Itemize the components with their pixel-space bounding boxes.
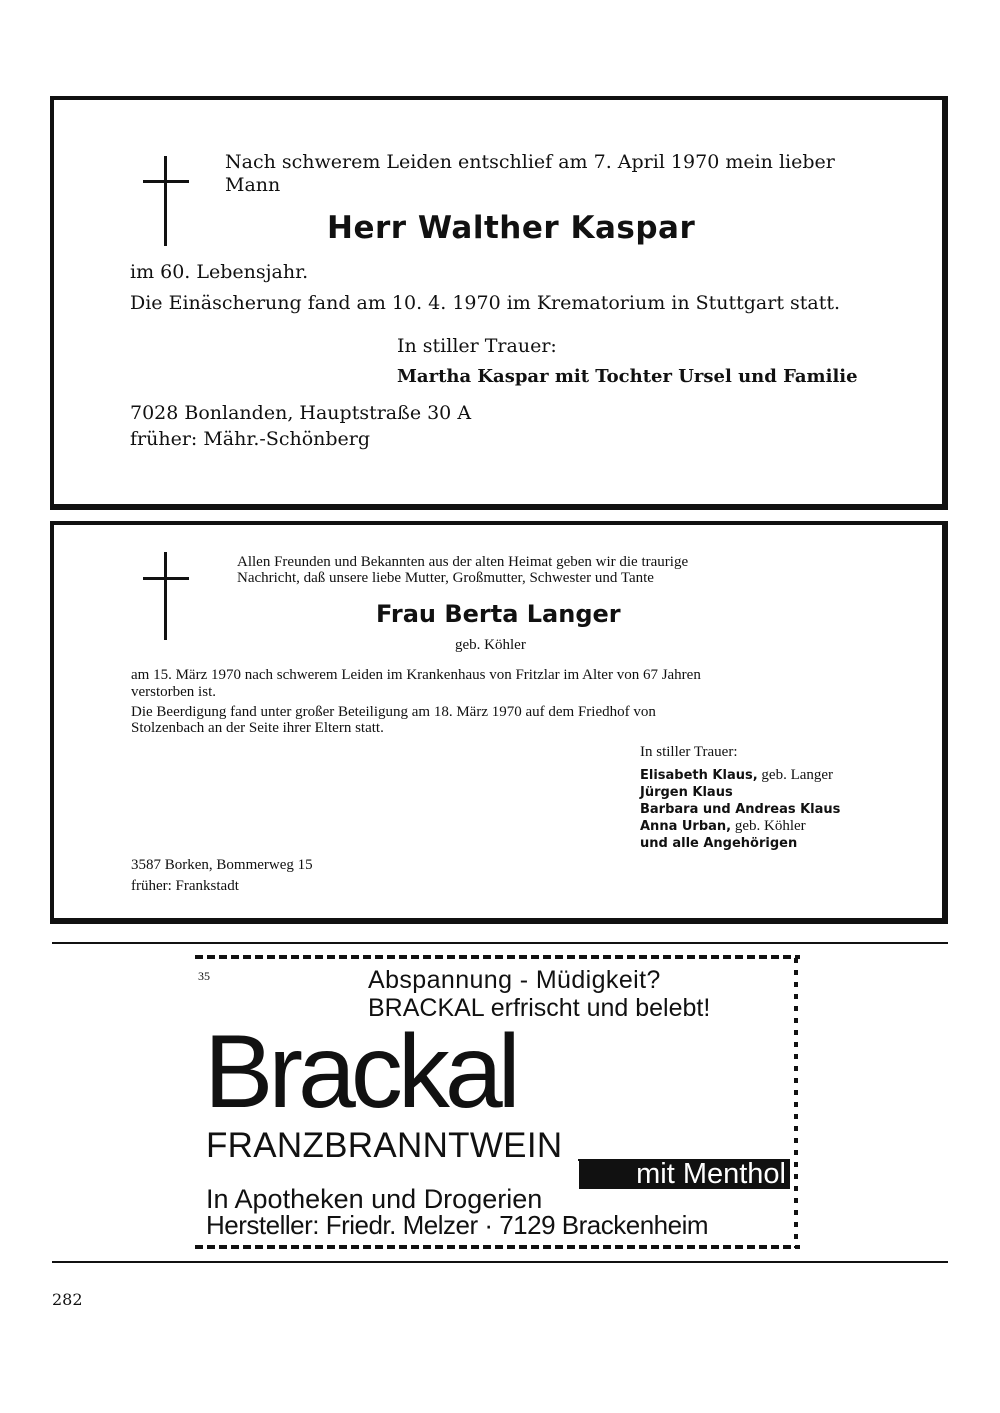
mourner-line: Barbara und Andreas Klaus xyxy=(640,802,841,817)
ad-number: 35 xyxy=(198,969,210,983)
notice2-maiden-name: geb. Köhler xyxy=(455,637,526,653)
notice2-deceased-name: Frau Berta Langer xyxy=(376,600,621,628)
divider-rule xyxy=(52,1261,948,1263)
notice2-burial-line2: Stolzenbach an der Seite ihrer Eltern statt. xyxy=(131,720,384,736)
ad-headline-1: Abspannung - Müdigkeit? xyxy=(368,966,661,994)
notice1-deceased-name: Herr Walther Kaspar xyxy=(327,210,696,246)
ad-border-bottom xyxy=(195,1245,800,1249)
ad-brand-logo: Brackal xyxy=(204,1014,516,1130)
ad-manufacturer: Hersteller: Friedr. Melzer · 7129 Brackenheim xyxy=(206,1210,709,1240)
notice1-address: 7028 Bonlanden, Hauptstraße 30 A xyxy=(130,402,472,424)
notice2-mourning-label: In stiller Trauer: xyxy=(640,744,738,760)
mourner-line: und alle Angehörigen xyxy=(640,836,798,851)
notice2-address: 3587 Borken, Bommerweg 15 xyxy=(131,857,313,873)
notice1-cremation: Die Einäscherung fand am 10. 4. 1970 im Krematorium in Stuttgart statt. xyxy=(130,292,841,314)
ad-availability: In Apotheken und Drogerien xyxy=(206,1184,543,1214)
notice2-death-line2: verstorben ist. xyxy=(131,684,216,700)
ad-headline-2: BRACKAL erfrischt und belebt! xyxy=(368,994,711,1022)
ad-border-top xyxy=(195,955,800,959)
mourner-line: Elisabeth Klaus, geb. Langer xyxy=(640,767,834,783)
notice2-mourners-list xyxy=(640,767,840,852)
ad-menthol-badge: mit Menthol xyxy=(579,1159,790,1189)
notice1-former-address: früher: Mähr.-Schönberg xyxy=(130,428,371,450)
divider-rule xyxy=(52,942,948,944)
notice1-intro-line2: Mann xyxy=(225,174,281,196)
ad-product: FRANZBRANNTWEIN xyxy=(206,1126,563,1165)
notice1-intro-line1: Nach schwerem Leiden entschlief am 7. April 1970 mein lieber xyxy=(225,151,835,173)
notice2-intro-line1: Allen Freunden und Bekannten aus der alten Heimat geben wir die traurige xyxy=(237,554,689,570)
notice2-death-line1: am 15. März 1970 nach schwerem Leiden im Krankenhaus von Fritzlar im Alter von 67 Jahren xyxy=(131,667,701,683)
mourner-line: Jürgen Klaus xyxy=(640,785,733,800)
page-number: 282 xyxy=(52,1290,83,1309)
notice2-former-address: früher: Frankstadt xyxy=(131,878,239,894)
notice2-intro-line2: Nachricht, daß unsere liebe Mutter, Großmutter, Schwester und Tante xyxy=(237,570,654,586)
notice1-mourning-label: In stiller Trauer: xyxy=(397,335,557,357)
mourner-line: Anna Urban, geb. Köhler xyxy=(640,818,806,834)
ad-border-right xyxy=(794,958,798,1248)
notice1-mourners: Martha Kaspar mit Tochter Ursel und Familie xyxy=(397,366,858,387)
notice2-burial-line1: Die Beerdigung fand unter großer Beteiligung am 18. März 1970 auf dem Friedhof von xyxy=(131,704,656,720)
notice1-age: im 60. Lebensjahr. xyxy=(130,261,309,283)
